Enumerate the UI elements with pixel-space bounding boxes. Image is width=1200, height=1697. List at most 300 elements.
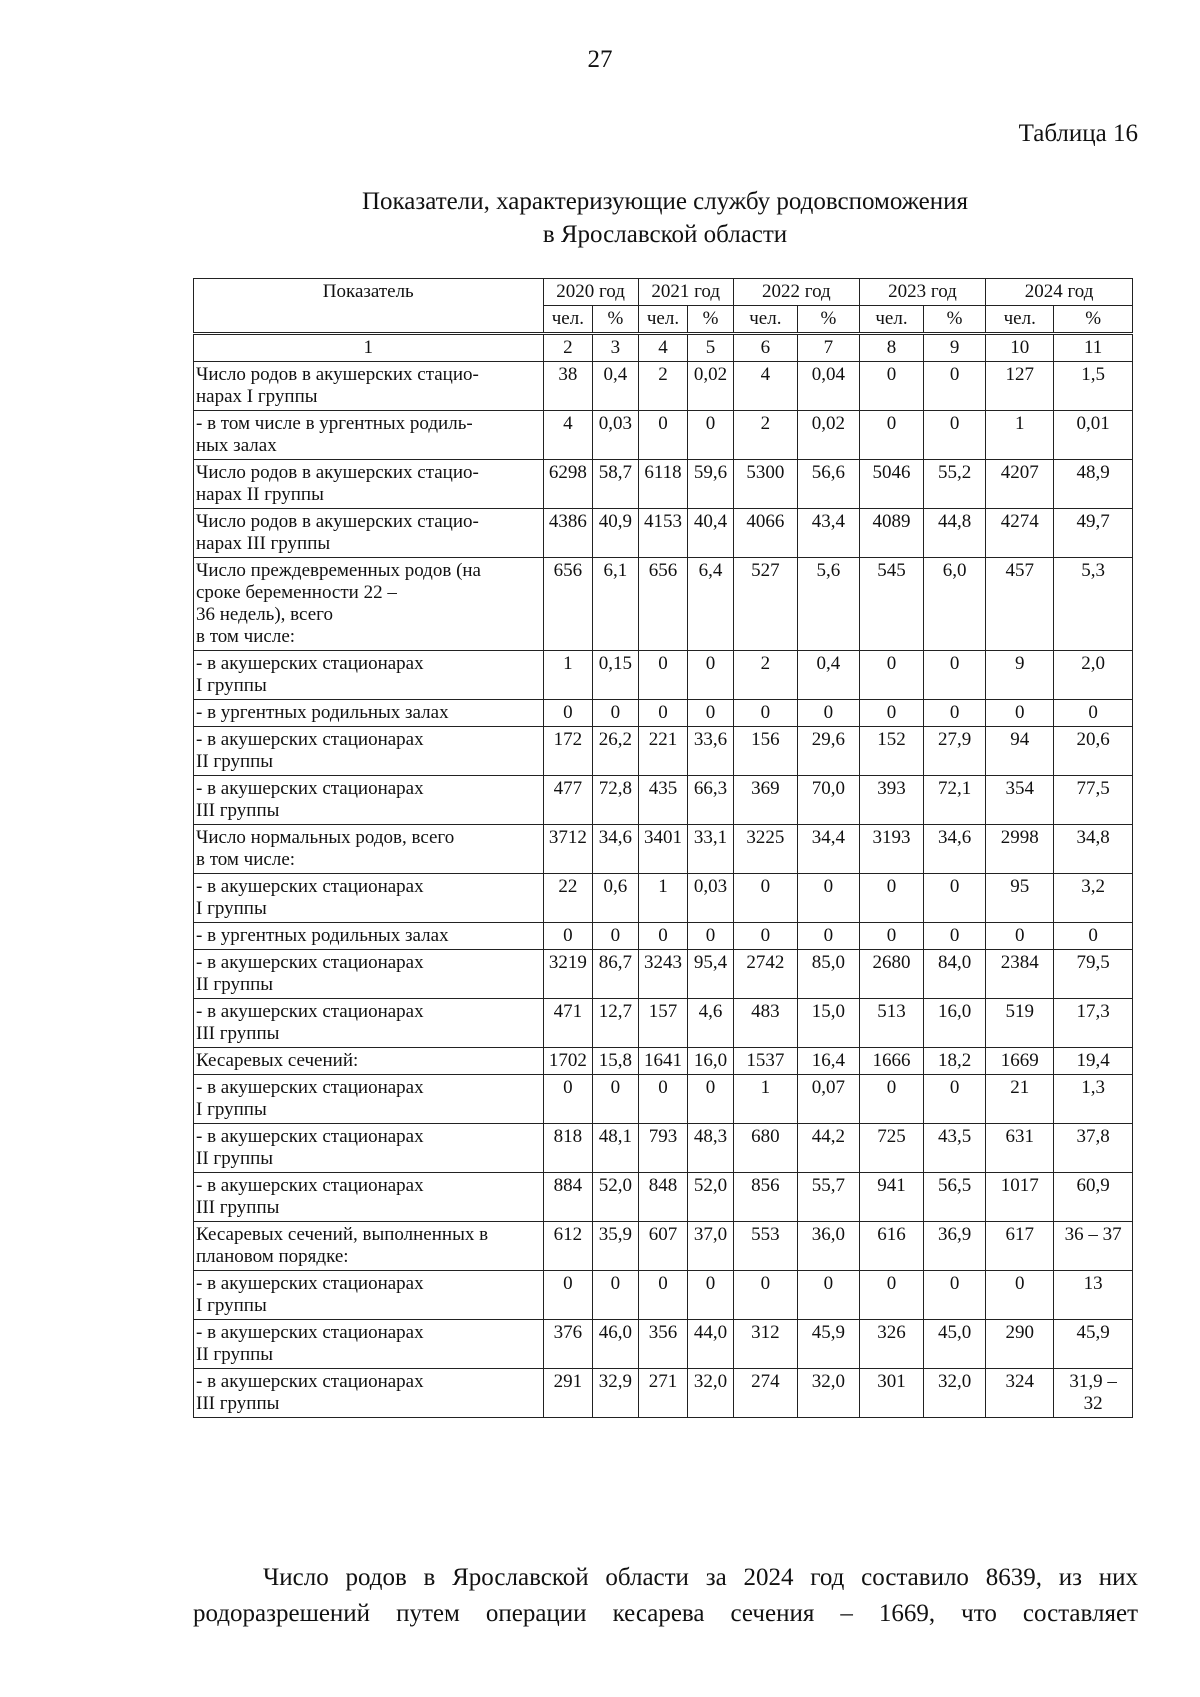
header-unit: % [924,306,986,334]
row-label: Число преждевременных родов (на сроке беременности 22 – 36 недель), всего в том числе: [194,558,544,651]
table-cell: 45,9 [797,1320,859,1369]
table-cell: 376 [543,1320,593,1369]
table-cell: 513 [859,999,923,1048]
table-cell: 52,0 [688,1173,734,1222]
table-cell: 0 [638,1075,688,1124]
table-cell: 4,6 [688,999,734,1048]
table-cell: 1666 [859,1048,923,1075]
table-cell: 4066 [733,509,797,558]
column-number: 11 [1054,334,1133,362]
table-cell: 0,07 [797,1075,859,1124]
table-cell: 856 [733,1173,797,1222]
table-row [194,776,1133,825]
table-cell: 34,6 [593,825,639,874]
table-row [194,1222,1133,1271]
table-cell: 0 [797,923,859,950]
table-cell: 85,0 [797,950,859,999]
column-number: 8 [859,334,923,362]
row-label: - в ургентных родильных залах [194,923,544,950]
table-cell: 77,5 [1054,776,1133,825]
table-cell: 20,6 [1054,727,1133,776]
table-cell: 5046 [859,460,923,509]
table-cell: 483 [733,999,797,1048]
table-cell: 656 [543,558,593,651]
table-cell: 2 [638,362,688,411]
table-cell: 2 [733,411,797,460]
row-label: - в акушерских стационарах I группы [194,1271,544,1320]
table-cell: 527 [733,558,797,651]
table-cell: 1 [986,411,1054,460]
table-title [0,185,1200,251]
table-cell: 5,6 [797,558,859,651]
table-cell: 1017 [986,1173,1054,1222]
table-cell: 0 [924,874,986,923]
table-row [194,999,1133,1048]
table-cell: 44,8 [924,509,986,558]
table-cell: 72,8 [593,776,639,825]
table-cell: 21 [986,1075,1054,1124]
table-cell: 6,4 [688,558,734,651]
table-cell: 0 [593,700,639,727]
table-cell: 4089 [859,509,923,558]
table-cell: 16,4 [797,1048,859,1075]
table-cell: 4274 [986,509,1054,558]
table-row [194,950,1133,999]
table-label: Таблица 16 [1018,120,1138,147]
table-cell: 33,1 [688,825,734,874]
table-cell: 9 [986,651,1054,700]
table-cell: 631 [986,1124,1054,1173]
table-cell: 0 [543,700,593,727]
row-label: Кесаревых сечений: [194,1048,544,1075]
table-row [194,509,1133,558]
row-label: Кесаревых сечений, выполненных в плановом порядке: [194,1222,544,1271]
header-unit: чел. [543,306,593,334]
column-number: 2 [543,334,593,362]
table-cell: 15,0 [797,999,859,1048]
table-cell: 2680 [859,950,923,999]
table-cell: 3712 [543,825,593,874]
table-cell: 35,9 [593,1222,639,1271]
row-label: Число родов в акушерских стацио- нарах II группы [194,460,544,509]
table-cell: 84,0 [924,950,986,999]
table-cell: 0 [986,700,1054,727]
table-cell: 435 [638,776,688,825]
table-cell: 1 [733,1075,797,1124]
header-unit: чел. [733,306,797,334]
table-row [194,825,1133,874]
table-cell: 0 [593,1271,639,1320]
table-cell: 6,0 [924,558,986,651]
table-cell: 0 [638,411,688,460]
header-unit: % [797,306,859,334]
table-cell: 70,0 [797,776,859,825]
header-unit: чел. [638,306,688,334]
table-cell: 34,4 [797,825,859,874]
column-number: 5 [688,334,734,362]
table-cell: 0,03 [593,411,639,460]
table-cell: 95 [986,874,1054,923]
table-cell: 3193 [859,825,923,874]
page-number: 27 [587,46,613,73]
table-row [194,923,1133,950]
table-cell: 0 [986,1271,1054,1320]
column-number: 1 [194,334,544,362]
table-row [194,411,1133,460]
column-number: 4 [638,334,688,362]
table-cell: 52,0 [593,1173,639,1222]
table-cell: 32,0 [924,1369,986,1418]
table-cell: 0 [924,1075,986,1124]
table-cell: 3219 [543,950,593,999]
table-cell: 26,2 [593,727,639,776]
table-cell: 0 [1054,923,1133,950]
table-cell: 356 [638,1320,688,1369]
table-cell: 15,8 [593,1048,639,1075]
table-row [194,1320,1133,1369]
table-cell: 1537 [733,1048,797,1075]
table-cell: 17,3 [1054,999,1133,1048]
header-unit: % [688,306,734,334]
table-cell: 55,2 [924,460,986,509]
table-cell: 0 [688,1271,734,1320]
table-cell: 34,6 [924,825,986,874]
column-number: 9 [924,334,986,362]
table-cell: 0 [638,651,688,700]
table-cell: 0,02 [797,411,859,460]
table-cell: 545 [859,558,923,651]
table-cell: 0 [859,923,923,950]
table-cell: 43,4 [797,509,859,558]
table-cell: 0 [688,411,734,460]
row-label: - в акушерских стационарах II группы [194,1320,544,1369]
table-cell: 0 [924,411,986,460]
paragraph-line-1: Число родов в Ярославской области за 2024 год составило 8639, из них [263,1564,1138,1591]
table-cell: 0 [733,874,797,923]
table-row [194,362,1133,411]
table-cell: 0 [733,1271,797,1320]
row-label: - в акушерских стационарах III группы [194,776,544,825]
table-row [194,558,1133,651]
table-cell: 34,8 [1054,825,1133,874]
table-row [194,1369,1133,1418]
table-cell: 290 [986,1320,1054,1369]
table-cell: 5,3 [1054,558,1133,651]
header-unit: чел. [986,306,1054,334]
table-cell: 680 [733,1124,797,1173]
table-cell: 16,0 [688,1048,734,1075]
table-cell: 49,7 [1054,509,1133,558]
table-cell: 1,5 [1054,362,1133,411]
table-cell: 86,7 [593,950,639,999]
column-number-row [194,334,1133,362]
table-title-line-2: в Ярославской области [542,221,788,248]
header-year: 2020 год [543,279,638,306]
table-cell: 157 [638,999,688,1048]
table-cell: 274 [733,1369,797,1418]
table-cell: 884 [543,1173,593,1222]
table-cell: 6298 [543,460,593,509]
table-cell: 127 [986,362,1054,411]
row-label: - в акушерских стационарах III группы [194,999,544,1048]
table-cell: 37,0 [688,1222,734,1271]
table-cell: 0 [543,1075,593,1124]
table-cell: 0 [797,1271,859,1320]
table-cell: 56,6 [797,460,859,509]
table-cell: 46,0 [593,1320,639,1369]
table-cell: 0 [543,923,593,950]
table-cell: 18,2 [924,1048,986,1075]
table-cell: 0 [688,923,734,950]
table-cell: 1 [638,874,688,923]
table-cell: 725 [859,1124,923,1173]
row-label: - в акушерских стационарах I группы [194,651,544,700]
table-cell: 616 [859,1222,923,1271]
table-cell: 0,02 [688,362,734,411]
table-cell: 326 [859,1320,923,1369]
table-cell: 0 [733,700,797,727]
table-cell: 48,1 [593,1124,639,1173]
table-cell: 3243 [638,950,688,999]
table-cell: 2742 [733,950,797,999]
table-cell: 4386 [543,509,593,558]
table-cell: 0 [986,923,1054,950]
table-cell: 32,0 [688,1369,734,1418]
table-cell: 221 [638,727,688,776]
header-year: 2023 год [859,279,985,306]
table-cell: 617 [986,1222,1054,1271]
table-cell: 0 [924,651,986,700]
table-cell: 36,0 [797,1222,859,1271]
row-label: - в акушерских стационарах III группы [194,1369,544,1418]
table-cell: 6,1 [593,558,639,651]
table-cell: 0 [688,1075,734,1124]
table-cell: 818 [543,1124,593,1173]
table-cell: 32,0 [797,1369,859,1418]
table-cell: 12,7 [593,999,639,1048]
table-cell: 393 [859,776,923,825]
table-cell: 0,4 [797,651,859,700]
table-cell: 45,0 [924,1320,986,1369]
table-cell: 22 [543,874,593,923]
table-cell: 793 [638,1124,688,1173]
table-cell: 19,4 [1054,1048,1133,1075]
table-cell: 848 [638,1173,688,1222]
table-cell: 45,9 [1054,1320,1133,1369]
table-cell: 0 [859,1271,923,1320]
table-cell: 13 [1054,1271,1133,1320]
table-cell: 607 [638,1222,688,1271]
table-cell: 152 [859,727,923,776]
header-year: 2024 год [986,279,1133,306]
table-title-line-1: Показатели, характеризующие службу родовспоможения [361,188,969,215]
table-cell: 0 [733,923,797,950]
table-cell: 58,7 [593,460,639,509]
table-cell: 1641 [638,1048,688,1075]
row-label: Число родов в акушерских стацио- нарах III группы [194,509,544,558]
table-cell: 59,6 [688,460,734,509]
header-indicator: Показатель [194,279,544,334]
table-row [194,1271,1133,1320]
row-label: - в акушерских стационарах II группы [194,1124,544,1173]
table-cell: 0 [859,874,923,923]
table-cell: 369 [733,776,797,825]
table-cell: 0 [924,362,986,411]
row-label: - в акушерских стационарах I группы [194,874,544,923]
row-label: - в акушерских стационарах II группы [194,727,544,776]
table-cell: 0 [593,1075,639,1124]
table-cell: 0 [859,1075,923,1124]
table-cell: 2,0 [1054,651,1133,700]
table-cell: 301 [859,1369,923,1418]
paragraph-line-2: родоразрешений путем операции кесарева сечения – 1669, что составляет [193,1600,1138,1627]
table-cell: 60,9 [1054,1173,1133,1222]
header-unit: % [1054,306,1133,334]
table-cell: 36,9 [924,1222,986,1271]
table-cell: 32,9 [593,1369,639,1418]
table-cell: 0 [638,1271,688,1320]
table-cell: 271 [638,1369,688,1418]
table-row [194,874,1133,923]
table-cell: 48,3 [688,1124,734,1173]
column-number: 7 [797,334,859,362]
table-cell: 457 [986,558,1054,651]
table-cell: 941 [859,1173,923,1222]
table-row [194,1048,1133,1075]
table-cell: 6118 [638,460,688,509]
column-number: 10 [986,334,1054,362]
row-label: - в ургентных родильных залах [194,700,544,727]
row-label: Число нормальных родов, всего в том числе: [194,825,544,874]
table-cell: 5300 [733,460,797,509]
table-cell: 79,5 [1054,950,1133,999]
table-cell: 0 [688,651,734,700]
column-number: 6 [733,334,797,362]
table-cell: 477 [543,776,593,825]
table-cell: 0 [638,923,688,950]
table-cell: 44,2 [797,1124,859,1173]
table-cell: 2384 [986,950,1054,999]
table-cell: 471 [543,999,593,1048]
table-cell: 519 [986,999,1054,1048]
table-cell: 0,6 [593,874,639,923]
table-cell: 33,6 [688,727,734,776]
table-cell: 29,6 [797,727,859,776]
table-row [194,1075,1133,1124]
table-row [194,460,1133,509]
row-label: - в акушерских стационарах II группы [194,950,544,999]
table-cell: 40,9 [593,509,639,558]
row-label: - в акушерских стационарах III группы [194,1173,544,1222]
table-cell: 43,5 [924,1124,986,1173]
table-cell: 31,9 – 32 [1054,1369,1133,1418]
table-cell: 0 [638,700,688,727]
body-paragraph [193,1560,1138,1632]
table-cell: 2998 [986,825,1054,874]
header-unit: чел. [859,306,923,334]
table-cell: 0,04 [797,362,859,411]
table-cell: 553 [733,1222,797,1271]
table-cell: 1 [543,651,593,700]
table-cell: 0 [924,700,986,727]
table-cell: 4207 [986,460,1054,509]
birth-service-table [193,278,1133,1418]
table-cell: 0,01 [1054,411,1133,460]
table-cell: 0 [859,651,923,700]
header-unit: % [593,306,639,334]
table-row [194,700,1133,727]
table-row [194,651,1133,700]
table-cell: 4153 [638,509,688,558]
table-cell: 0 [1054,700,1133,727]
table-cell: 0 [593,923,639,950]
row-label: - в том числе в ургентных родиль- ных залах [194,411,544,460]
column-number: 3 [593,334,639,362]
table-cell: 354 [986,776,1054,825]
table-cell: 0,03 [688,874,734,923]
row-label: Число родов в акушерских стацио- нарах I группы [194,362,544,411]
table-cell: 38 [543,362,593,411]
table-cell: 56,5 [924,1173,986,1222]
table-cell: 0 [924,1271,986,1320]
table-row [194,1173,1133,1222]
table-cell: 1702 [543,1048,593,1075]
table-cell: 612 [543,1222,593,1271]
table-cell: 55,7 [797,1173,859,1222]
table-cell: 66,3 [688,776,734,825]
table-cell: 94 [986,727,1054,776]
table-cell: 0 [797,700,859,727]
table-cell: 2 [733,651,797,700]
table-cell: 44,0 [688,1320,734,1369]
table-cell: 3225 [733,825,797,874]
table-cell: 0 [543,1271,593,1320]
table-cell: 1669 [986,1048,1054,1075]
table-cell: 0 [859,411,923,460]
table-row [194,727,1133,776]
table-cell: 0 [924,923,986,950]
table-cell: 40,4 [688,509,734,558]
table-row [194,1124,1133,1173]
table-cell: 27,9 [924,727,986,776]
table-cell: 291 [543,1369,593,1418]
table-cell: 4 [733,362,797,411]
header-year: 2022 год [733,279,859,306]
table-cell: 36 – 37 [1054,1222,1133,1271]
header-year: 2021 год [638,279,733,306]
table-cell: 1,3 [1054,1075,1133,1124]
row-label: - в акушерских стационарах I группы [194,1075,544,1124]
table-cell: 324 [986,1369,1054,1418]
table-cell: 312 [733,1320,797,1369]
table-cell: 4 [543,411,593,460]
table-cell: 0,15 [593,651,639,700]
table-cell: 0,4 [593,362,639,411]
table-cell: 0 [859,700,923,727]
table-cell: 37,8 [1054,1124,1133,1173]
table-cell: 3,2 [1054,874,1133,923]
table-cell: 16,0 [924,999,986,1048]
table-cell: 172 [543,727,593,776]
table-cell: 656 [638,558,688,651]
table-cell: 3401 [638,825,688,874]
table-cell: 0 [797,874,859,923]
table-cell: 48,9 [1054,460,1133,509]
table-cell: 72,1 [924,776,986,825]
table-cell: 0 [859,362,923,411]
table-cell: 156 [733,727,797,776]
table-cell: 0 [688,700,734,727]
